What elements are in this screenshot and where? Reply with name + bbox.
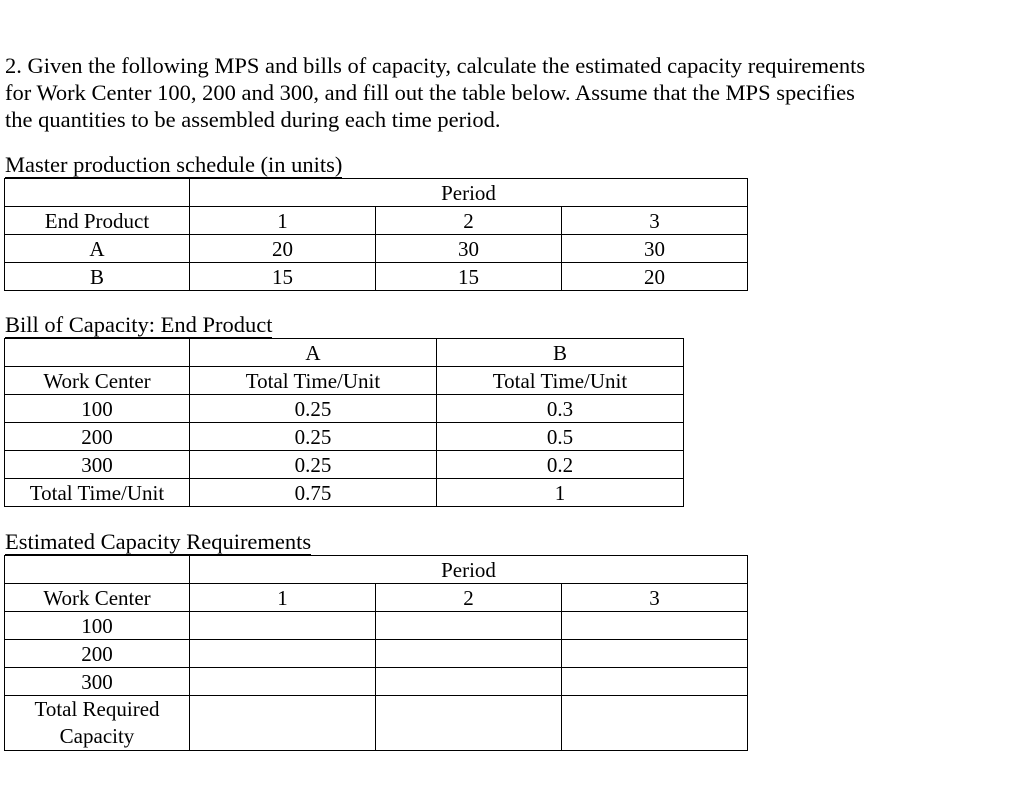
boc-cell: 0.75 (190, 479, 437, 507)
ecr-work-center-header: Work Center (5, 584, 190, 612)
mps-period-2: 2 (376, 207, 562, 235)
table-row (5, 451, 684, 479)
mps-cell: 30 (376, 235, 562, 263)
ecr-empty-cell (190, 668, 376, 696)
ecr-blank-cell (5, 556, 190, 584)
ecr-period-header: Period (190, 556, 748, 584)
mps-blank-cell (5, 179, 190, 207)
table-row (5, 423, 684, 451)
ecr-table (4, 555, 748, 751)
mps-end-product-header: End Product (5, 207, 190, 235)
ecr-row-label: 300 (5, 668, 190, 696)
mps-cell: 20 (190, 235, 376, 263)
ecr-empty-cell (562, 668, 748, 696)
ecr-header-row (5, 556, 748, 584)
ecr-period-1: 1 (190, 584, 376, 612)
ecr-empty-cell (376, 696, 562, 751)
mps-period-3: 3 (562, 207, 748, 235)
mps-table (4, 178, 748, 291)
boc-table (4, 338, 684, 507)
question-line-1: 2. Given the following MPS and bills of capacity, calculate the estimated capacity requirements (5, 53, 866, 78)
mps-cell: 15 (190, 263, 376, 291)
ecr-row-label: 200 (5, 640, 190, 668)
boc-header-row (5, 339, 684, 367)
boc-cell: 0.2 (437, 451, 684, 479)
ecr-empty-cell (376, 640, 562, 668)
mps-period-1: 1 (190, 207, 376, 235)
boc-product-a: A (190, 339, 437, 367)
boc-row-label: 200 (5, 423, 190, 451)
boc-product-b: B (437, 339, 684, 367)
boc-cell: 0.25 (190, 451, 437, 479)
boc-subheader-row (5, 367, 684, 395)
table-row (5, 640, 748, 668)
boc-row-label: 100 (5, 395, 190, 423)
question-line-3: the quantities to be assembled during each time period. (5, 107, 501, 132)
mps-subheader-row (5, 207, 748, 235)
ecr-caption: Estimated Capacity Requirements (5, 529, 312, 554)
boc-cell: 0.5 (437, 423, 684, 451)
mps-row-label: A (5, 235, 190, 263)
ecr-empty-cell (190, 612, 376, 640)
boc-cell: 0.25 (190, 423, 437, 451)
ecr-period-2: 2 (376, 584, 562, 612)
boc-unit-header-b: Total Time/Unit (437, 367, 684, 395)
ecr-empty-cell (562, 696, 748, 751)
ecr-period-3: 3 (562, 584, 748, 612)
ecr-empty-cell (190, 640, 376, 668)
boc-unit-header-a: Total Time/Unit (190, 367, 437, 395)
ecr-empty-cell (190, 696, 376, 751)
table-row (5, 696, 748, 751)
ecr-empty-cell (562, 640, 748, 668)
mps-header-row (5, 179, 748, 207)
table-row (5, 263, 748, 291)
question-text (5, 52, 1005, 133)
ecr-empty-cell (562, 612, 748, 640)
ecr-total-label-line2: Capacity (59, 724, 135, 748)
ecr-total-label-line1: Total Required (34, 697, 160, 721)
mps-period-header: Period (190, 179, 748, 207)
ecr-subheader-row (5, 584, 748, 612)
question-line-2: for Work Center 100, 200 and 300, and fill out the table below. Assume that the MPS specifies (5, 80, 855, 105)
ecr-empty-cell (376, 668, 562, 696)
table-row (5, 479, 684, 507)
boc-cell: 1 (437, 479, 684, 507)
boc-row-label: Total Time/Unit (5, 479, 190, 507)
boc-row-label: 300 (5, 451, 190, 479)
boc-work-center-header: Work Center (5, 367, 190, 395)
boc-caption: Bill of Capacity: End Product (5, 312, 273, 337)
boc-cell: 0.25 (190, 395, 437, 423)
mps-row-label: B (5, 263, 190, 291)
table-row (5, 395, 684, 423)
ecr-empty-cell (376, 612, 562, 640)
ecr-total-label (5, 696, 190, 751)
table-row (5, 668, 748, 696)
mps-caption: Master production schedule (in units) (5, 152, 343, 177)
mps-cell: 20 (562, 263, 748, 291)
table-row (5, 235, 748, 263)
table-row (5, 612, 748, 640)
mps-cell: 30 (562, 235, 748, 263)
boc-cell: 0.3 (437, 395, 684, 423)
ecr-row-label: 100 (5, 612, 190, 640)
mps-cell: 15 (376, 263, 562, 291)
boc-blank-cell (5, 339, 190, 367)
